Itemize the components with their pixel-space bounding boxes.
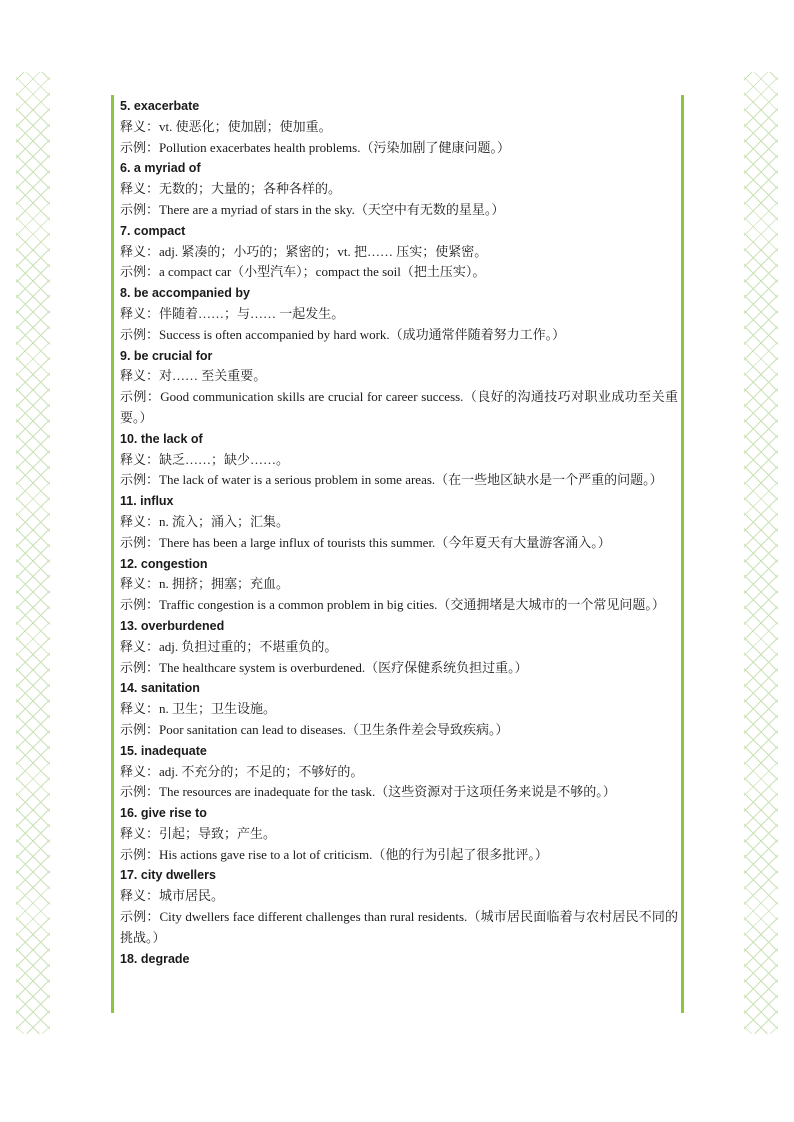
left-green-rule xyxy=(111,95,114,1013)
entry-title xyxy=(120,96,678,117)
entry-term: congestion xyxy=(140,556,208,571)
entry-definition: 释义：n. 拥挤；拥塞；充血。 xyxy=(120,576,290,592)
entry-example: 示例：There are a myriad of stars in the sky.（天空中有无数的星星。） xyxy=(120,201,505,217)
entry-number: 6. xyxy=(120,161,131,176)
entry-number: 13. xyxy=(120,618,138,633)
entry-term: overburdened xyxy=(140,618,225,633)
entry-term: exacerbate xyxy=(133,99,200,113)
entry-term: compact xyxy=(133,223,186,238)
entry-example: 示例：Pollution exacerbates health problems.（污染加剧了健康问题。） xyxy=(120,139,510,155)
entry-number: 9. xyxy=(120,348,131,363)
entry-10 xyxy=(120,429,678,491)
entry-number: 16. xyxy=(120,806,138,821)
entry-definition: 释义：城市居民。 xyxy=(120,888,225,904)
entry-title xyxy=(120,616,678,637)
entry-9 xyxy=(120,346,678,429)
entry-title xyxy=(120,803,678,824)
entry-title xyxy=(120,221,678,242)
entry-number: 10. xyxy=(120,431,138,446)
entry-example: 示例：Good communication skills are crucial for career success.（良好的沟通技巧对职业成功至关重要。） xyxy=(120,389,678,425)
entry-example: 示例：a compact car（小型汽车）；compact the soil（把土压实）。 xyxy=(120,264,486,280)
entry-17 xyxy=(120,865,678,948)
entry-title xyxy=(120,346,678,367)
entry-6 xyxy=(120,158,678,220)
entry-number: 8. xyxy=(120,286,131,301)
entry-number: 12. xyxy=(120,556,138,571)
right-green-rule xyxy=(681,95,684,1013)
entry-definition: 释义：伴随着……；与…… 一起发生。 xyxy=(120,305,345,321)
entry-definition: 释义：缺乏……；缺少……。 xyxy=(120,451,290,467)
entry-example: 示例：Traffic congestion is a common problem in big cities.（交通拥堵是大城市的一个常见问题。） xyxy=(120,597,665,613)
entry-13 xyxy=(120,616,678,678)
entry-8 xyxy=(120,283,678,345)
entry-definition: 释义：n. 卫生；卫生设施。 xyxy=(120,701,277,717)
entry-number: 14. xyxy=(120,681,138,696)
entry-7 xyxy=(120,221,678,283)
entry-definition: 释义：对…… 至关重要。 xyxy=(120,368,267,384)
entry-15 xyxy=(120,741,678,803)
entry-number: 5. xyxy=(120,99,131,113)
entry-example: 示例：The resources are inadequate for the task.（这些资源对于这项任务来说是不够的。） xyxy=(120,784,616,800)
entry-example: 示例：Poor sanitation can lead to diseases.（卫生条件差会导致疾病。） xyxy=(120,721,509,737)
entry-term: a myriad of xyxy=(133,161,201,176)
entry-example: 示例：His actions gave rise to a lot of criticism.（他的行为引起了很多批评。） xyxy=(120,846,548,862)
entry-number: 17. xyxy=(120,868,138,883)
entry-term: inadequate xyxy=(140,743,207,758)
entry-number: 11. xyxy=(120,494,137,509)
entry-title xyxy=(120,678,678,699)
entry-5 xyxy=(120,96,678,158)
entry-definition: 释义：adj. 不充分的；不足的；不够好的。 xyxy=(120,763,364,779)
entry-title xyxy=(120,554,678,575)
entry-title xyxy=(120,949,678,970)
left-border-pattern xyxy=(16,72,50,1034)
entry-term: be accompanied by xyxy=(133,286,250,301)
entry-16 xyxy=(120,803,678,865)
entry-term: sanitation xyxy=(140,681,200,696)
entry-title xyxy=(120,491,678,512)
entry-11 xyxy=(120,491,678,553)
entry-number: 18. xyxy=(120,951,138,966)
entry-number: 15. xyxy=(120,743,138,758)
entry-definition: 释义：引起；导致；产生。 xyxy=(120,825,277,841)
entry-title xyxy=(120,158,678,179)
entry-example: 示例：Success is often accompanied by hard work.（成功通常伴随着努力工作。） xyxy=(120,326,566,342)
entry-example: 示例：City dwellers face different challenges than rural residents.（城市居民面临着与农村居民不同的挑战。） xyxy=(120,909,678,945)
entry-term: influx xyxy=(140,494,174,509)
entry-number: 7. xyxy=(120,223,131,238)
entry-definition: 释义：adj. 紧凑的；小巧的；紧密的；vt. 把…… 压实；使紧密。 xyxy=(120,243,488,259)
entry-title xyxy=(120,429,678,450)
entry-term: city dwellers xyxy=(140,868,216,883)
entry-18 xyxy=(120,949,678,970)
entry-term: be crucial for xyxy=(133,348,213,363)
entry-example: 示例：The healthcare system is overburdened.（医疗保健系统负担过重。） xyxy=(120,659,528,675)
entry-definition: 释义：无数的；大量的；各种各样的。 xyxy=(120,181,342,197)
right-border-pattern xyxy=(744,72,778,1034)
entry-term: the lack of xyxy=(140,431,203,446)
entry-title xyxy=(120,865,678,886)
entry-definition: 释义：n. 流入；涌入；汇集。 xyxy=(120,513,290,529)
entry-title xyxy=(120,283,678,304)
entry-example: 示例：There has been a large influx of tourists this summer.（今年夏天有大量游客涌入。） xyxy=(120,534,611,550)
vocabulary-list xyxy=(120,96,678,969)
entry-term: degrade xyxy=(140,951,190,966)
entry-title xyxy=(120,741,678,762)
entry-definition: 释义：adj. 负担过重的；不堪重负的。 xyxy=(120,638,338,654)
entry-12 xyxy=(120,554,678,616)
entry-example: 示例：The lack of water is a serious problem in some areas.（在一些地区缺水是一个严重的问题。） xyxy=(120,472,663,488)
entry-14 xyxy=(120,678,678,740)
entry-term: give rise to xyxy=(140,806,207,821)
entry-definition: 释义：vt. 使恶化；使加剧；使加重。 xyxy=(120,118,332,134)
